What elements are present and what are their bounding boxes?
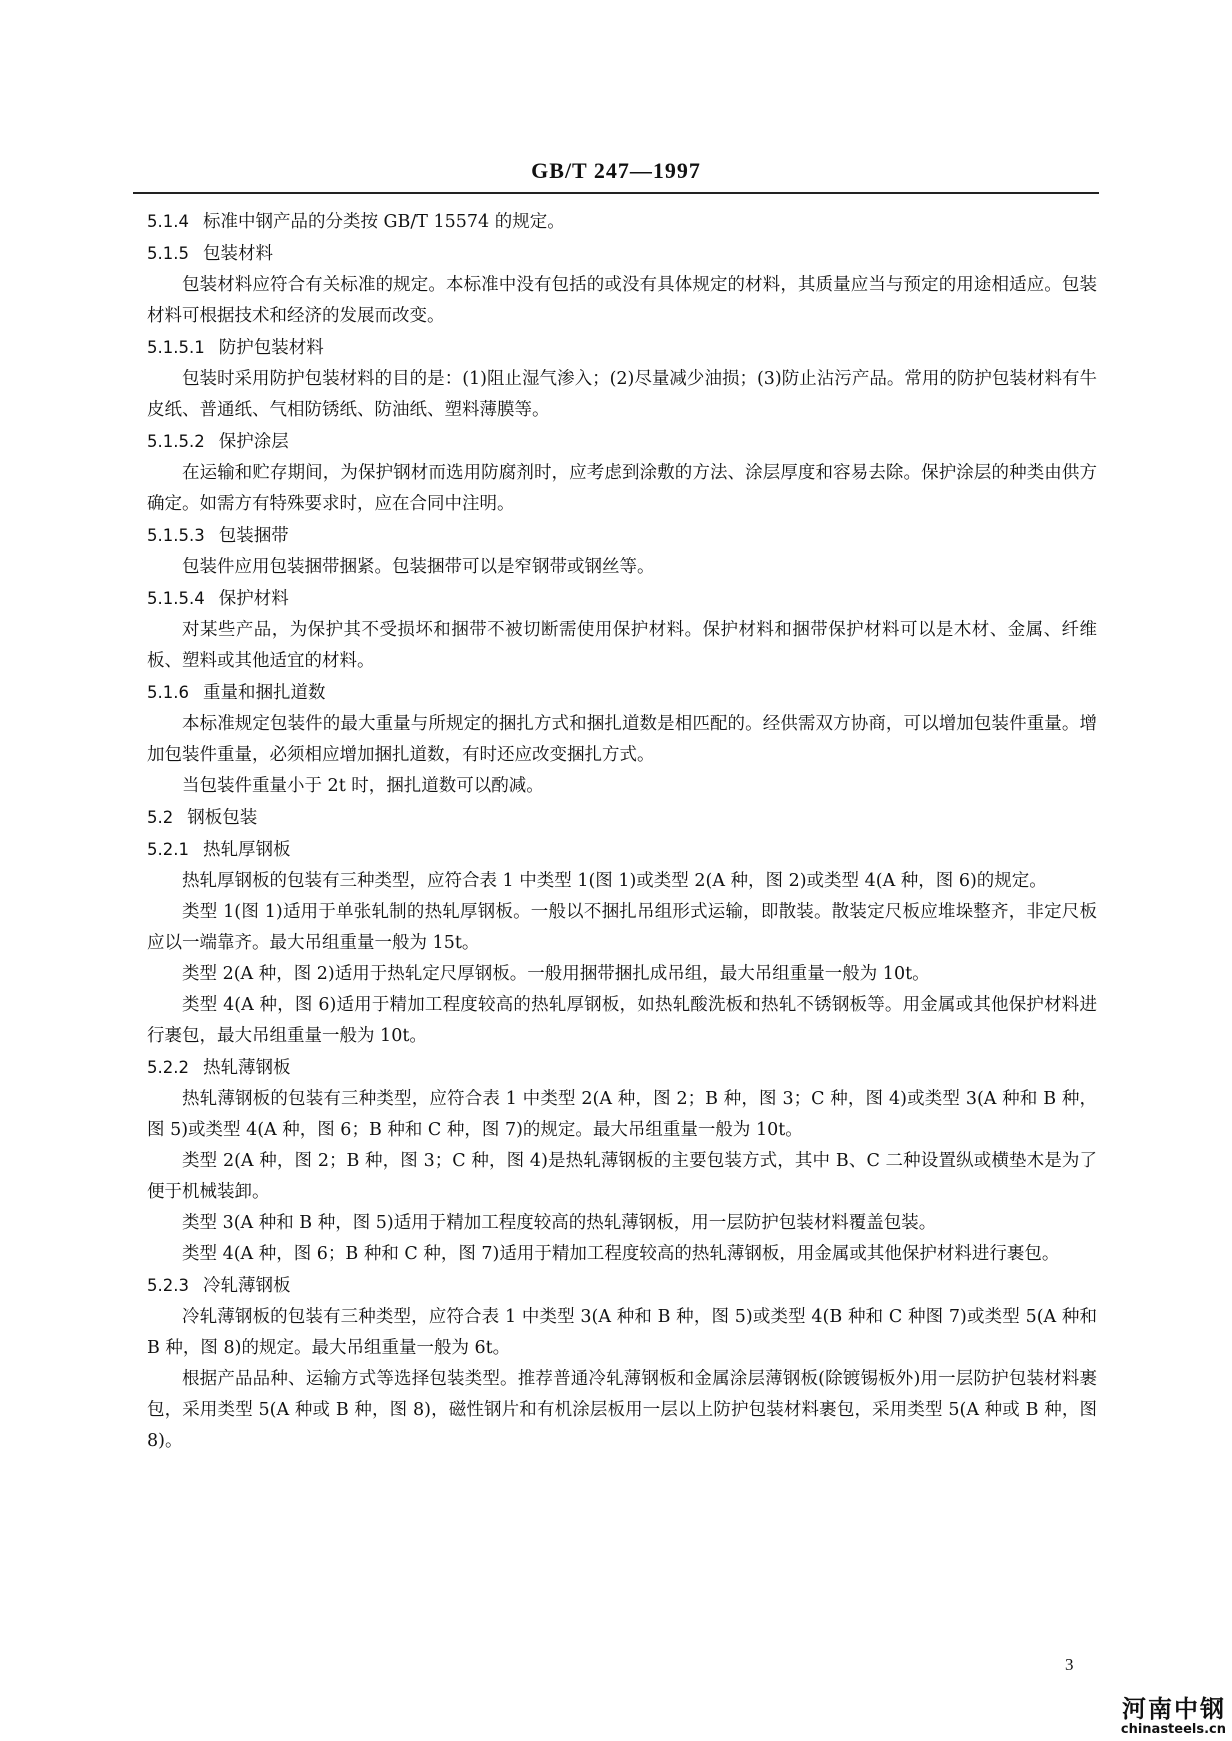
paragraph-5-2-1-a: 热轧厚钢板的包装有三种类型，应符合表 1 中类型 1(图 1)或类型 2(A 种，图 2)或类型 4(A 种，图 6)的规定。 [182, 871, 1047, 891]
section-text: 标准中钢产品的分类按 GB/T 15574 的规定。 [202, 212, 565, 232]
page-header: GB/T 247—1997 [531, 158, 701, 183]
section-number: 5.1.5.3 [147, 526, 205, 545]
paragraph-5-2-1-d: 类型 4(A 种，图 6)适用于精加工程度较高的热轧厚钢板，如热轧酸洗板和热轧不锈钢板等。用金属或其他保护材料进行裹包，最大吊组重量一般为 10t。 [147, 995, 1097, 1046]
paragraph-5-2-3-b: 根据产品品种、运输方式等选择包装类型。推荐普通冷轧薄钢板和金属涂层薄钢板(除镀锡板外)用一层防护包装材料裹包，采用类型 5(A 种或 B 种，图 8)，磁性钢片和有机涂层板用一层以上防护包装材料裹包，采用类型 5(A 种或 B 种，图 8)。 [147, 1369, 1097, 1451]
section-title: 保护涂层 [218, 432, 289, 452]
paragraph-5-1-6-a: 本标准规定包装件的最大重量与所规定的捆扎方式和捆扎道数是相匹配的。经供需双方协商，可以增加包装件重量。增加包装件重量，必须相应增加捆扎道数，有时还应改变捆扎方式。 [147, 714, 1097, 765]
section-number: 5.1.5.1 [147, 338, 205, 357]
section-title: 保护材料 [218, 589, 289, 609]
section-5-2-heading [147, 802, 1097, 834]
paragraph-5-2-1-c: 类型 2(A 种，图 2)适用于热轧定尺厚钢板。一般用捆带捆扎成吊组，最大吊组重量一般为 10t。 [182, 964, 930, 984]
section-title: 包装捆带 [218, 526, 289, 546]
section-5-1-5-4-heading [147, 583, 1097, 615]
paragraph-5-1-5-3: 包装件应用包装捆带捆紧。包装捆带可以是窄钢带或钢丝等。 [182, 557, 655, 577]
section-number: 5.2.1 [147, 840, 189, 859]
paragraph-5-1-5-2: 在运输和贮存期间，为保护钢材而选用防腐剂时，应考虑到涂敷的方法、涂层厚度和容易去除。保护涂层的种类由供方确定。如需方有特殊要求时，应在合同中注明。 [147, 463, 1097, 514]
watermark-title: 河南中钢 [1122, 1695, 1226, 1723]
section-title: 热轧薄钢板 [202, 1058, 291, 1078]
section-number: 5.1.5 [147, 244, 189, 263]
section-title: 包装材料 [202, 244, 273, 264]
paragraph-5-1-5: 包装材料应符合有关标准的规定。本标准中没有包括的或没有具体规定的材料，其质量应当与预定的用途相适应。包装材料可根据技术和经济的发展而改变。 [147, 275, 1097, 326]
paragraph-5-2-1-b: 类型 1(图 1)适用于单张轧制的热轧厚钢板。一般以不捆扎吊组形式运输，即散装。散装定尺板应堆垛整齐，非定尺板应以一端靠齐。最大吊组重量一般为 15t。 [147, 902, 1097, 953]
section-number: 5.1.5.4 [147, 589, 205, 608]
section-5-1-5-heading [147, 238, 1097, 270]
watermark-url: chinasteels.cn [1120, 1722, 1226, 1737]
section-title: 冷轧薄钢板 [202, 1276, 291, 1296]
paragraph-5-1-5-1: 包装时采用防护包装材料的目的是：(1)阻止湿气渗入；(2)尽量减少油损；(3)防止沾污产品。常用的防护包装材料有牛皮纸、普通纸、气相防锈纸、防油纸、塑料薄膜等。 [147, 369, 1097, 420]
section-5-1-6-heading [147, 677, 1097, 709]
document-body [147, 206, 1097, 1457]
page-number: 3 [1065, 1655, 1074, 1674]
section-number: 5.1.5.2 [147, 432, 205, 451]
paragraph-5-2-2-a: 热轧薄钢板的包装有三种类型，应符合表 1 中类型 2(A 种，图 2；B 种，图 3；C 种，图 4)或类型 3(A 种和 B 种，图 5)或类型 4(A 种，图 6；B 种和 C 种，图 7)的规定。最大吊组重量一般为 10t。 [147, 1089, 1097, 1140]
paragraph-5-1-5-4: 对某些产品，为保护其不受损坏和捆带不被切断需使用保护材料。保护材料和捆带保护材料可以是木材、金属、纤维板、塑料或其他适宜的材料。 [147, 620, 1097, 671]
section-number: 5.2.3 [147, 1276, 189, 1295]
section-title: 钢板包装 [187, 808, 258, 828]
section-5-1-5-1-heading [147, 332, 1097, 364]
section-5-1-4 [147, 206, 1097, 238]
section-title: 热轧厚钢板 [202, 840, 291, 860]
header-rule [133, 192, 1099, 194]
section-5-2-2-heading [147, 1052, 1097, 1084]
section-title: 防护包装材料 [218, 338, 324, 358]
paragraph-5-2-2-d: 类型 4(A 种，图 6；B 种和 C 种，图 7)适用于精加工程度较高的热轧薄钢板，用金属或其他保护材料进行裹包。 [182, 1244, 1060, 1264]
section-5-2-1-heading [147, 834, 1097, 866]
section-number: 5.2.2 [147, 1058, 189, 1077]
paragraph-5-2-2-b: 类型 2(A 种，图 2；B 种，图 3；C 种，图 4)是热轧薄钢板的主要包装方式，其中 B、C 二种设置纵或横垫木是为了便于机械装卸。 [147, 1151, 1097, 1202]
section-5-1-5-3-heading [147, 520, 1097, 552]
paragraph-5-2-3-a: 冷轧薄钢板的包装有三种类型，应符合表 1 中类型 3(A 种和 B 种，图 5)或类型 4(B 种和 C 种图 7)或类型 5(A 种和 B 种，图 8)的规定。最大吊组重量一般为 6t。 [147, 1307, 1097, 1358]
paragraph-5-2-2-c: 类型 3(A 种和 B 种，图 5)适用于精加工程度较高的热轧薄钢板，用一层防护包装材料覆盖包装。 [182, 1213, 937, 1233]
section-number: 5.1.6 [147, 683, 189, 702]
section-5-1-5-2-heading [147, 426, 1097, 458]
watermark [1121, 1696, 1226, 1737]
paragraph-5-1-6-b: 当包装件重量小于 2t 时，捆扎道数可以酌减。 [182, 776, 544, 796]
section-number: 5.1.4 [147, 212, 189, 231]
section-title: 重量和捆扎道数 [202, 683, 326, 703]
section-5-2-3-heading [147, 1270, 1097, 1302]
section-number: 5.2 [147, 808, 174, 827]
